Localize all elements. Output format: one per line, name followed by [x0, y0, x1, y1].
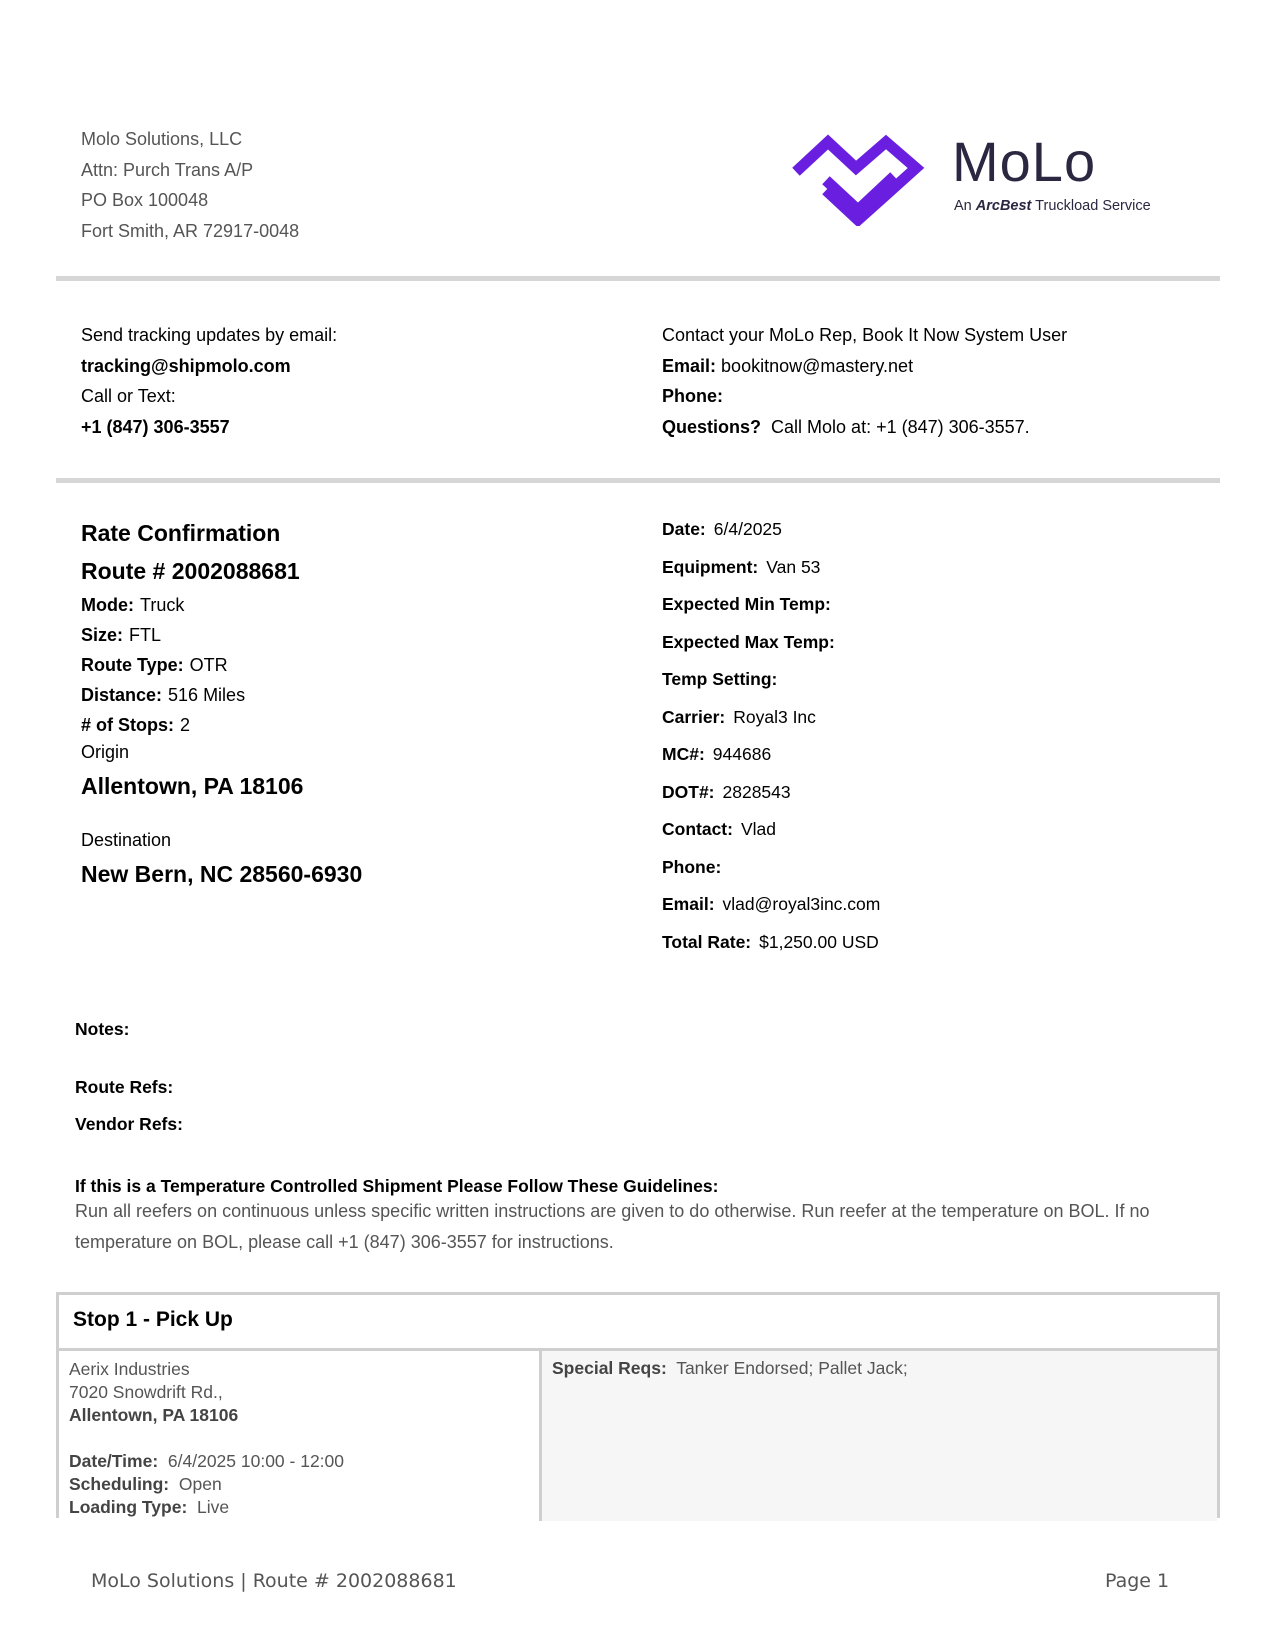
guidelines-title: If this is a Temperature Controlled Shipment Please Follow These Guidelines: — [75, 1176, 719, 1196]
bill-to-address — [81, 124, 299, 246]
route-summary — [81, 514, 362, 888]
stop-title: Stop 1 - Pick Up — [73, 1308, 233, 1331]
detail-equipment: Equipment: Van 53 — [662, 556, 821, 577]
rep-questions-label: Questions? — [662, 416, 762, 437]
footer-route: MoLo Solutions | Route # 2002088681 — [91, 1570, 457, 1592]
tracking-intro: Send tracking updates by email: — [81, 325, 338, 345]
detail-contact: Contact: Vlad — [662, 819, 776, 839]
stop-company: Aerix Industries — [69, 1359, 190, 1379]
detail-temp-setting: Temp Setting: — [662, 669, 778, 689]
logo-wordmark: MoLo — [952, 130, 1097, 193]
bill-to-city: Fort Smith, AR 72917-0048 — [81, 220, 300, 241]
stop-scheduling-label: Scheduling: — [69, 1474, 170, 1494]
divider — [56, 478, 1220, 483]
route-field: Route Type: OTR — [81, 655, 228, 675]
route-field: # of Stops: 2 — [81, 715, 191, 735]
stop-datetime: 6/4/2025 10:00 - 12:00 — [167, 1451, 345, 1471]
destination-label: Destination — [81, 830, 172, 850]
molo-logo-mark-icon — [792, 134, 926, 226]
bill-to-attn: Attn: Purch Trans A/P — [81, 159, 254, 180]
detail-max-temp: Expected Max Temp: — [662, 631, 835, 652]
rep-email-link[interactable]: bookitnow@mastery.net — [721, 355, 914, 376]
tracking-email-link[interactable]: tracking@shipmolo.com — [81, 355, 291, 376]
detail-date: Date: 6/4/2025 — [662, 519, 782, 539]
guidelines-text: Run all reefers on continuous unless specific written instructions are given to do otherwise. Run reefer at the temperature on BOL. If no temperature on BOL, please call +1 (847) 306-3557 for instructions. — [75, 1201, 1150, 1252]
carrier-email-link[interactable]: vlad@royal3inc.com — [722, 894, 881, 914]
detail-phone: Phone: — [662, 856, 722, 877]
stop-loading-label: Loading Type: — [69, 1497, 188, 1517]
route-field: Distance: 516 Miles — [81, 685, 246, 705]
route-refs-label: Route Refs: — [75, 1077, 174, 1097]
route-number: Route # 2002088681 — [81, 558, 300, 584]
route-field: Size: FTL — [81, 625, 162, 645]
stop-special: Tanker Endorsed; Pallet Jack; — [676, 1358, 908, 1378]
rep-questions-text: Call Molo at: +1 (847) 306-3557. — [771, 416, 1030, 437]
detail-min-temp: Expected Min Temp: — [662, 594, 831, 614]
stop-address-panel — [59, 1351, 542, 1521]
bill-to-po-box: PO Box 100048 — [81, 190, 209, 210]
detail-total-rate: Total Rate: $1,250.00 USD — [662, 931, 879, 952]
stop-loading: Live — [197, 1497, 230, 1517]
rep-intro: Contact your MoLo Rep, Book It Now System User — [662, 325, 1068, 345]
tracking-contact — [81, 320, 337, 442]
tracking-call-text: Call or Text: — [81, 386, 176, 406]
stop-street: 7020 Snowdrift Rd., — [69, 1382, 223, 1402]
detail-email: Email: vlad@royal3inc.com — [662, 894, 881, 914]
page-title: Rate Confirmation — [81, 520, 281, 546]
tracking-phone[interactable]: +1 (847) 306-3557 — [81, 416, 230, 437]
molo-logo — [792, 128, 1192, 228]
stop-special-label: Special Reqs: — [552, 1358, 667, 1378]
rep-contact — [662, 320, 1067, 442]
stop-datetime-label: Date/Time: — [69, 1451, 159, 1471]
vendor-refs-label: Vendor Refs: — [75, 1114, 183, 1134]
shipment-details — [662, 511, 880, 961]
route-fields — [81, 590, 362, 740]
origin-label: Origin — [81, 742, 130, 762]
origin-location: Allentown, PA 18106 — [81, 773, 304, 799]
logo-tagline: An ArcBest Truckload Service — [954, 198, 1151, 214]
stop-header — [59, 1295, 1217, 1351]
rep-phone-label: Phone: — [662, 386, 723, 406]
stop-special-panel — [542, 1351, 1217, 1521]
stop-city: Allentown, PA 18106 — [69, 1405, 239, 1425]
destination-location: New Bern, NC 28560-6930 — [81, 861, 363, 887]
stop-scheduling: Open — [178, 1474, 222, 1494]
notes-label: Notes: — [75, 1019, 130, 1039]
bill-to-company: Molo Solutions, LLC — [81, 129, 243, 149]
divider — [56, 276, 1220, 281]
detail-carrier: Carrier: Royal3 Inc — [662, 706, 816, 727]
route-field: Mode: Truck — [81, 595, 185, 615]
stop-card — [56, 1292, 1220, 1518]
detail-mc: MC#: 944686 — [662, 744, 772, 764]
footer-page-number: Page 1 — [1105, 1570, 1170, 1592]
rep-email-label: Email: — [662, 355, 717, 376]
detail-dot: DOT#: 2828543 — [662, 781, 791, 802]
